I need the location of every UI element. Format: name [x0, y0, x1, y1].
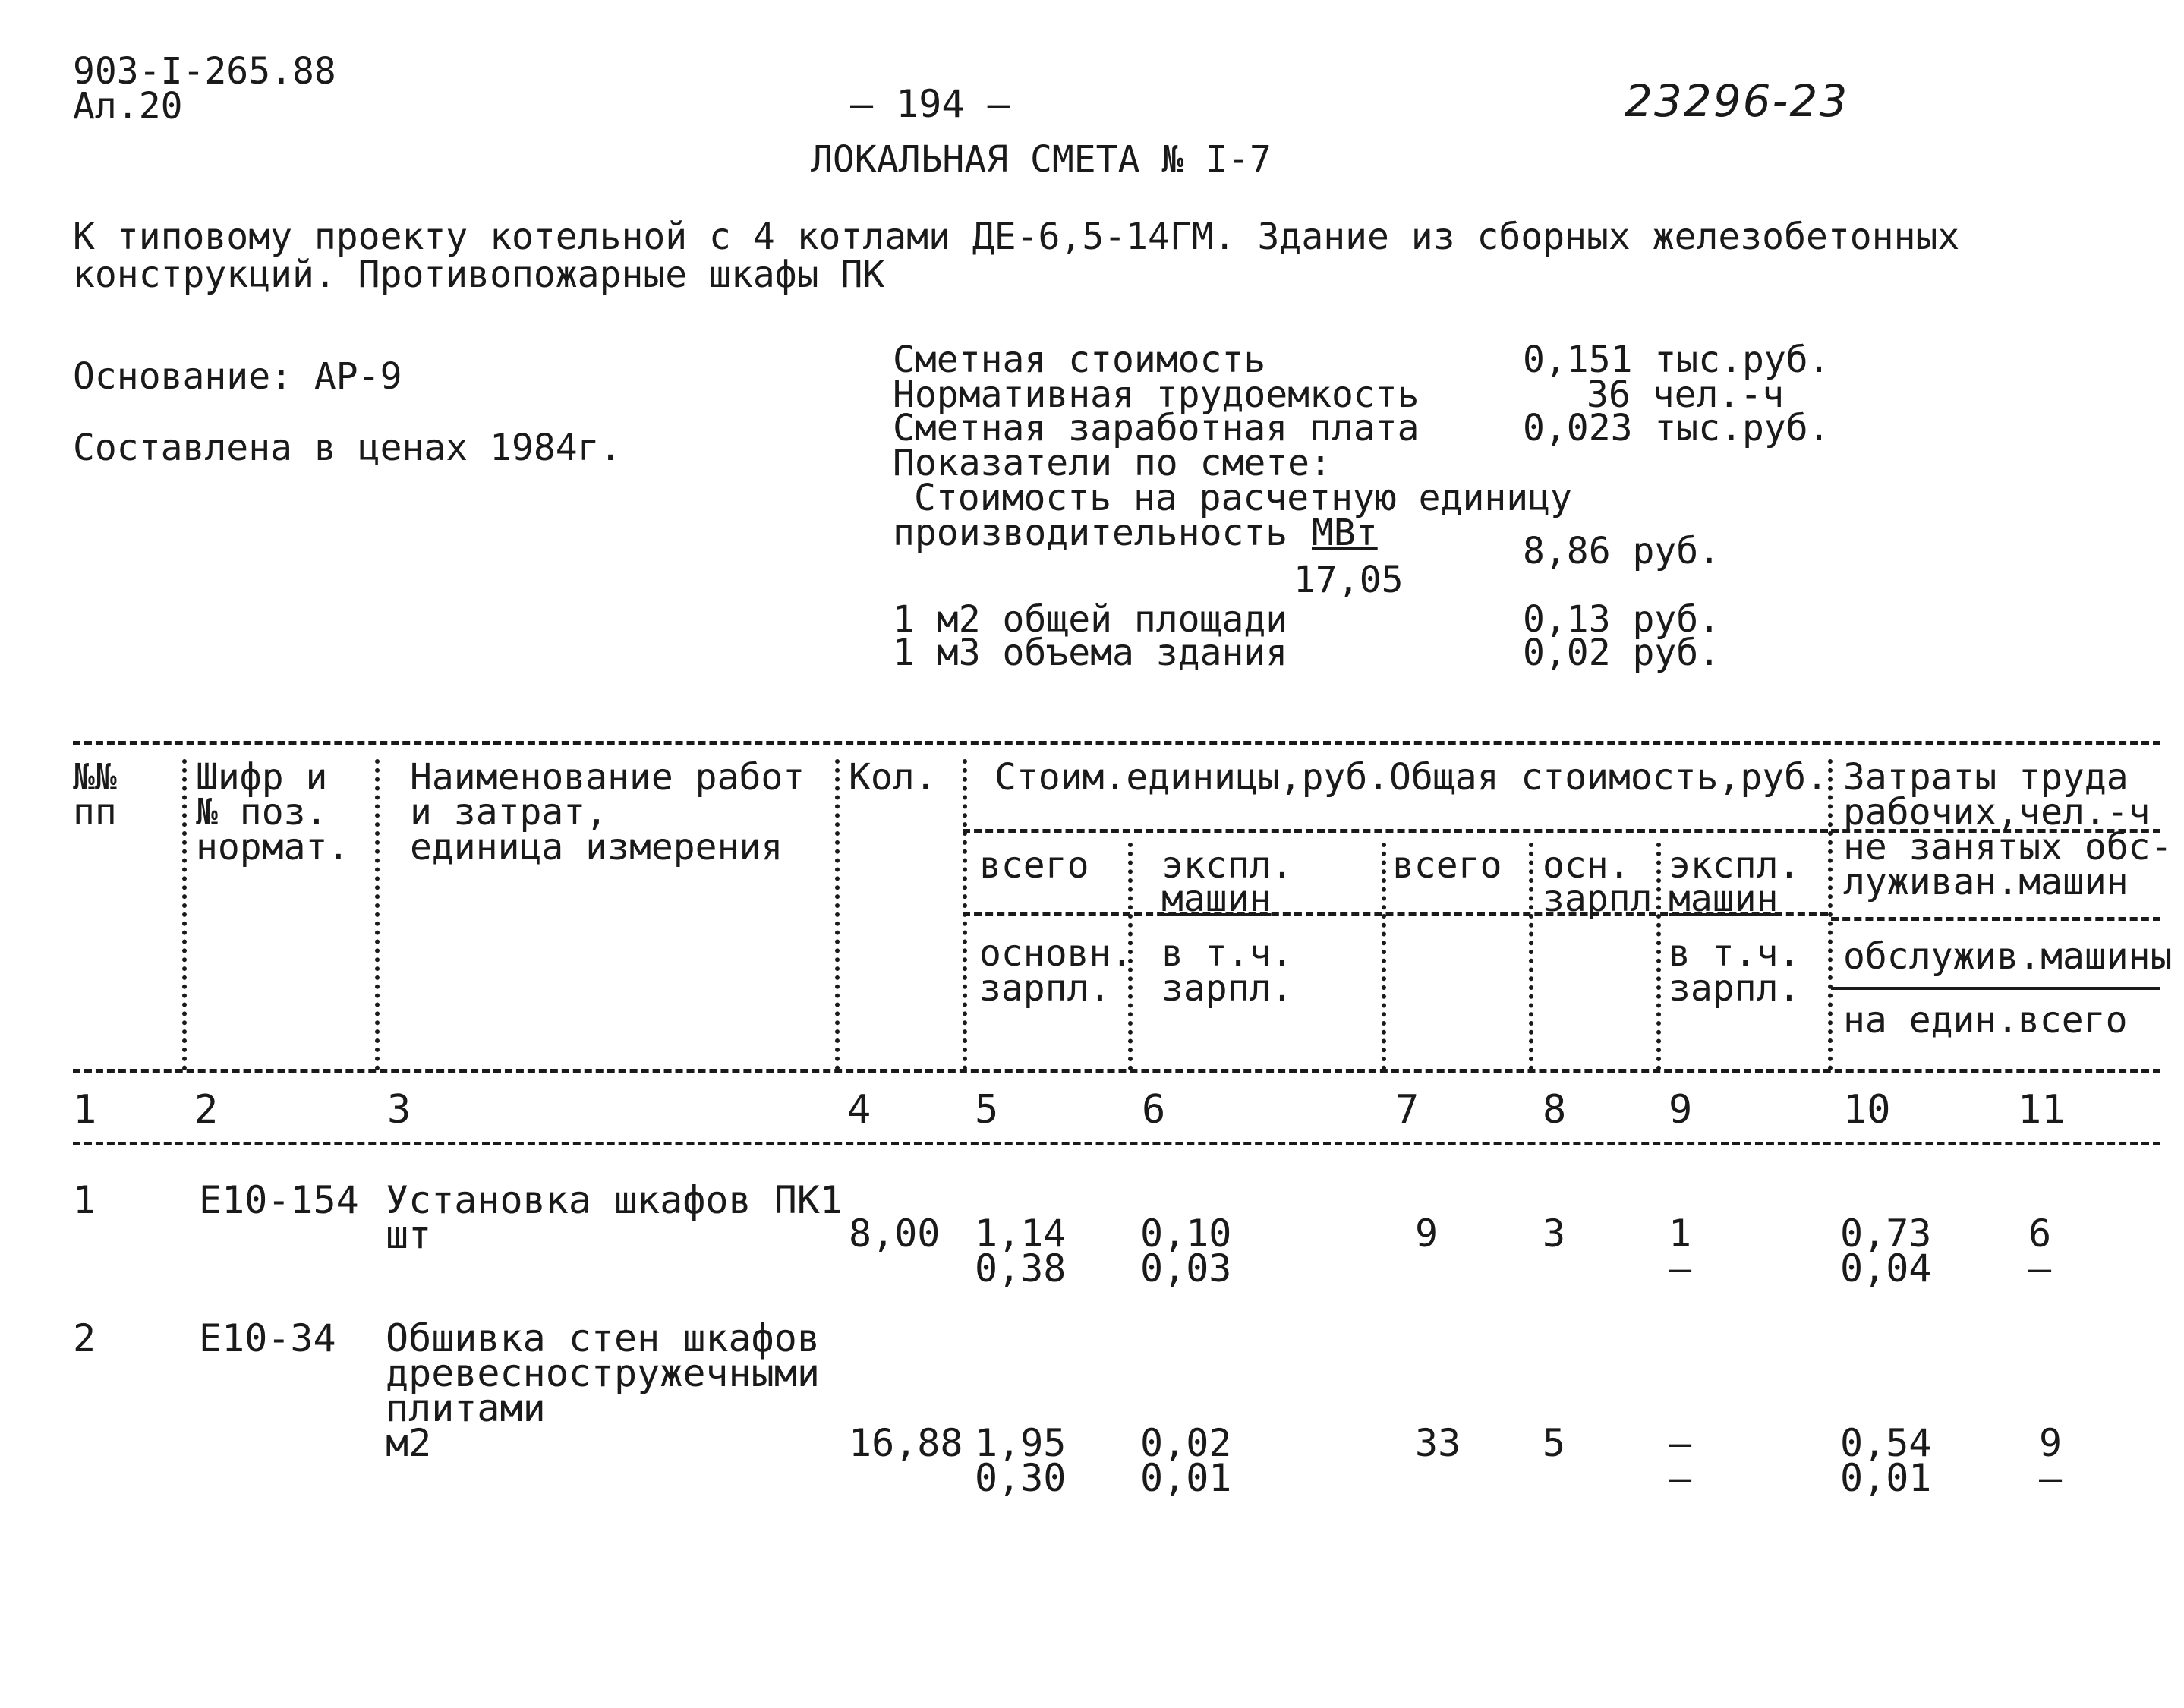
hdr-labor-2: рабочих,чел.-ч [1843, 791, 2151, 834]
row-total-wage: 5 [1543, 1421, 1566, 1465]
row-unit-machine-wage: 0,03 [1140, 1246, 1232, 1290]
hdr-c5-top: всего [979, 844, 1089, 887]
row-total-machine: 1 [1669, 1212, 1692, 1256]
row-total: 33 [1415, 1421, 1461, 1465]
document-code: 903-I-265.88 [73, 50, 336, 93]
row-name-line: Установка шкафов ПК1 [386, 1178, 843, 1222]
hdr-c8-2: зарпл [1543, 878, 1653, 920]
col-sep-2 [375, 759, 380, 1070]
cost-value: 0,151 тыс.руб. [1523, 339, 1830, 381]
table-subheader-rule-2b [1831, 917, 2160, 921]
col-sep-4 [963, 759, 967, 1070]
document-title: ЛОКАЛЬНАЯ СМЕТА № I-7 [811, 138, 1272, 181]
hdr-num-1: №№ [73, 756, 117, 799]
hdr-c10-sub: на един. [1843, 999, 2019, 1042]
row-labor-total: 6 [2028, 1212, 2052, 1256]
col-sep-3 [835, 759, 840, 1070]
col-sep-7 [1529, 843, 1533, 1070]
row-total-machine-wage: – [1669, 1246, 1692, 1290]
colnum-10: 10 [1843, 1087, 1891, 1133]
colnum-8: 8 [1543, 1087, 1567, 1133]
hdr-labor-4: луживан.машин [1843, 861, 2129, 903]
colnum-2: 2 [194, 1087, 219, 1133]
table-subheader-rule-1 [963, 829, 1828, 833]
row-total-machine-wage: – [1669, 1456, 1692, 1500]
hdr-serving: обслужив.машины [1843, 935, 2173, 978]
productivity-label: производительность [893, 512, 1288, 554]
colnum-4: 4 [847, 1087, 871, 1133]
colnum-5: 5 [975, 1087, 999, 1133]
hdr-labor-1: Затраты труда [1843, 756, 2129, 799]
hdr-c9-top-2: машин [1669, 878, 1779, 920]
colnum-7: 7 [1395, 1087, 1420, 1133]
row-unit: м2 [386, 1421, 432, 1465]
row-unit-total: 1,14 [975, 1212, 1067, 1256]
basis-line: Основание: АР-9 [73, 355, 402, 398]
handwritten-number: 23296-23 [1625, 75, 1849, 127]
hdr-c5-bottom-2: зарпл. [979, 967, 1111, 1010]
indicators-label: Показатели по смете: [893, 442, 1332, 484]
row-labor-total-serv: – [2039, 1456, 2063, 1500]
row-unit: шт [386, 1213, 432, 1257]
col-sep-8 [1656, 843, 1661, 1070]
row-labor-unit: 0,73 [1840, 1212, 1932, 1256]
hdr-name-1: Наименование работ [410, 756, 805, 799]
area-value: 0,13 руб. [1523, 598, 1721, 641]
row-unit-machine-wage: 0,01 [1140, 1456, 1232, 1500]
row-unit-total: 1,95 [975, 1421, 1067, 1465]
row-unit-wage: 0,30 [975, 1456, 1067, 1500]
hdr-c9-bottom-1: в т.ч. [1669, 932, 1801, 975]
hdr-c5-bottom-1: основн. [979, 932, 1133, 975]
prices-line: Составлена в ценах 1984г. [73, 427, 622, 469]
hdr-labor-3: не занятых обс- [1843, 826, 2173, 868]
serving-rule [1831, 987, 2160, 990]
productivity-value: 8,86 руб. [1523, 530, 1721, 572]
colnum-9: 9 [1669, 1087, 1693, 1133]
row-labor-unit-serv: 0,04 [1840, 1246, 1932, 1290]
hdr-c8-1: осн. [1543, 844, 1631, 887]
colnum-6: 6 [1142, 1087, 1166, 1133]
row-name-line: Обшивка стен шкафов [386, 1316, 820, 1360]
hdr-c6-bottom-1: в т.ч. [1161, 932, 1294, 975]
row-number: 1 [73, 1178, 96, 1222]
hdr-c6-bottom-2: зарпл. [1161, 967, 1294, 1010]
row-labor-total: 9 [2039, 1421, 2063, 1465]
row-qty: 16,88 [849, 1421, 963, 1465]
hdr-unit-cost: Стоим.единицы,руб. [994, 756, 1390, 799]
hdr-code-3: нормат. [196, 826, 350, 868]
project-line-1: К типовому проекту котельной с 4 котлами ДЕ-6,5-14ГМ. Здание из сборных железобетонных [73, 216, 1960, 258]
hdr-c6-top-1: экспл. [1161, 844, 1294, 887]
colnum-11: 11 [2018, 1087, 2066, 1133]
colnum-3: 3 [387, 1087, 411, 1133]
hdr-qty: Кол. [849, 756, 937, 799]
row-total-wage: 3 [1543, 1212, 1566, 1256]
row-qty: 8,00 [849, 1212, 941, 1256]
hdr-c9-bottom-2: зарпл. [1669, 967, 1801, 1010]
cost-label: Сметная стоимость [893, 339, 1266, 381]
table-colnum-rule [73, 1142, 2160, 1145]
row-code: Е10-34 [199, 1316, 336, 1360]
page-number: – 194 – [850, 82, 1010, 126]
row-unit-wage: 0,38 [975, 1246, 1067, 1290]
unit-cost-label: Стоимость на расчетную единицу [914, 477, 1572, 519]
volume-label: 1 м3 объема здания [893, 632, 1288, 674]
area-label: 1 м2 общей площади [893, 598, 1288, 641]
table-header-rule [73, 1069, 2160, 1073]
colnum-1: 1 [73, 1087, 97, 1133]
col-sep-9 [1828, 759, 1833, 1070]
productivity-unit: МВт [1312, 512, 1378, 554]
labor-value: 36 чел.-ч [1587, 373, 1785, 416]
hdr-total-cost: Общая стоимость,руб. [1389, 756, 1828, 799]
row-total: 9 [1415, 1212, 1439, 1256]
labor-label: Нормативная трудоемкость [893, 373, 1420, 416]
project-line-2: конструкций. Противопожарные шкафы ПК [73, 254, 885, 296]
sheet-number: Ал.20 [73, 85, 183, 128]
wage-label: Сметная заработная плата [893, 407, 1420, 449]
hdr-code-2: № поз. [196, 791, 328, 834]
row-unit-machine: 0,10 [1140, 1212, 1232, 1256]
row-unit-machine: 0,02 [1140, 1421, 1232, 1465]
row-labor-total-serv: – [2028, 1246, 2052, 1290]
row-name-line: древесностружечными [386, 1351, 820, 1395]
volume-value: 0,02 руб. [1523, 632, 1721, 674]
hdr-c6-top-2: машин [1161, 878, 1272, 920]
hdr-code-1: Шифр и [196, 756, 328, 799]
hdr-num-2: пп [73, 791, 117, 834]
hdr-name-3: единица измерения [410, 826, 783, 868]
hdr-name-2: и затрат, [410, 791, 608, 834]
row-number: 2 [73, 1316, 96, 1360]
wage-value: 0,023 тыс.руб. [1523, 407, 1830, 449]
row-labor-unit-serv: 0,01 [1840, 1456, 1932, 1500]
hdr-c11-sub: всего [2018, 999, 2128, 1042]
hdr-c7: всего [1392, 844, 1502, 887]
row-total-machine: – [1669, 1421, 1692, 1465]
col-sep-1 [182, 759, 187, 1070]
row-name-line: плитами [386, 1386, 546, 1430]
row-labor-unit: 0,54 [1840, 1421, 1932, 1465]
table-top-rule [73, 741, 2160, 745]
productivity-amount: 17,05 [1294, 559, 1404, 601]
row-code: Е10-154 [199, 1178, 359, 1222]
hdr-c9-top-1: экспл. [1669, 844, 1801, 887]
col-sep-6 [1382, 843, 1386, 1070]
